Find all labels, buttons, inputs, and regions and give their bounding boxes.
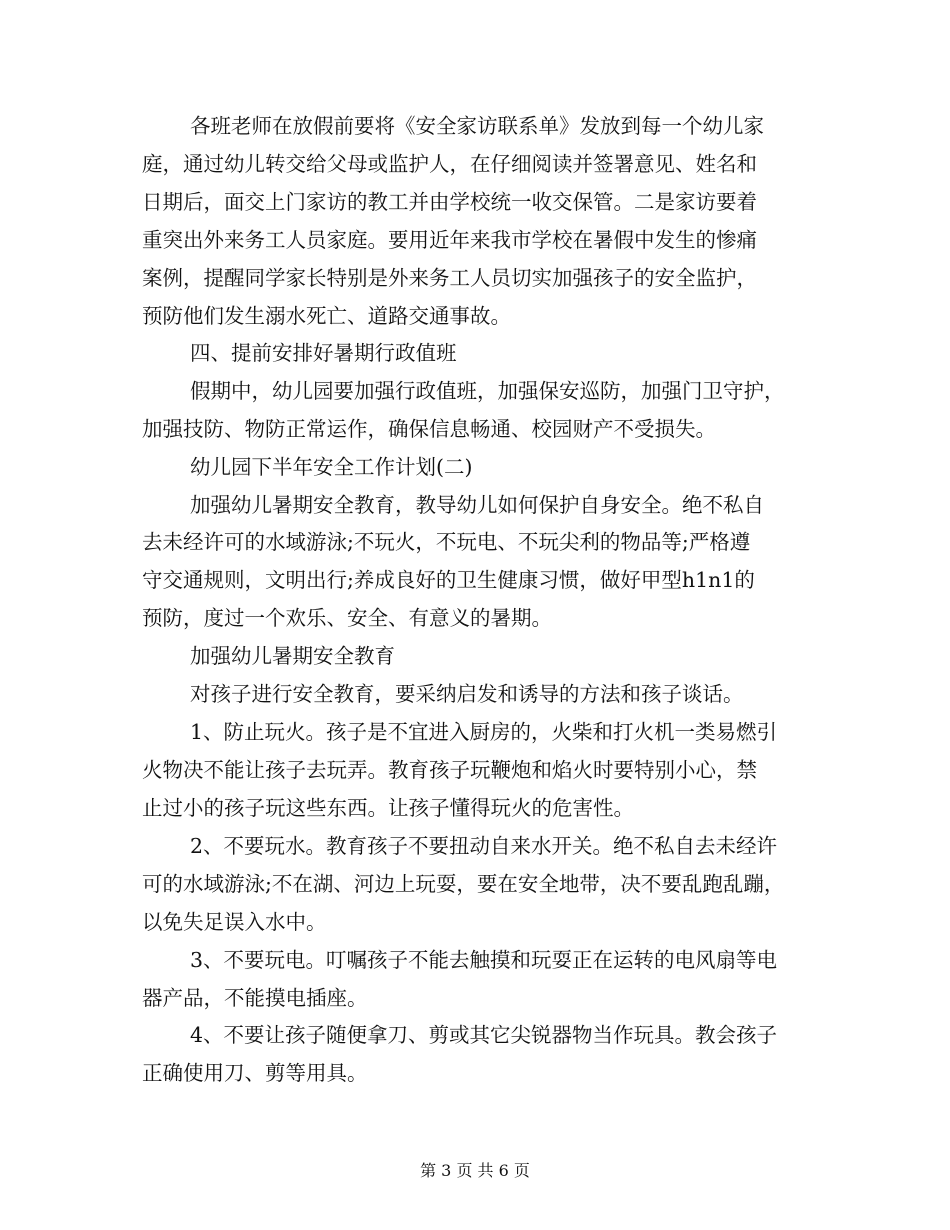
body-line: 日期后，面交上门家访的教工并由学校统一收交保管。二是家访要着: [142, 190, 757, 214]
section-heading: 幼儿园下半年安全工作计划(二): [190, 455, 473, 479]
body-line: 3、不要玩电。叮嘱孩子不能去触摸和玩耍正在运转的电风扇等电: [190, 948, 778, 972]
body-line: 4、不要让孩子随便拿刀、剪或其它尖锐器物当作玩具。教会孩子: [190, 1023, 778, 1047]
body-line: 守交通规则，文明出行;养成良好的卫生健康习惯，做好甲型h1n1的: [142, 568, 755, 592]
body-line: 器产品，不能摸电插座。: [142, 986, 368, 1010]
body-line: 可的水域游泳;不在湖、河边上玩耍，要在安全地带，决不要乱跑乱蹦，: [142, 872, 785, 896]
body-line: 正确使用刀、剪等用具。: [142, 1061, 368, 1085]
page-footer: 第 3 页 共 6 页: [420, 1161, 530, 1180]
body-line: 加强技防、物防正常运作，确保信息畅通、校园财产不受损失。: [142, 417, 716, 441]
body-line: 以免失足误入水中。: [142, 910, 327, 934]
body-line: 2、不要玩水。教育孩子不要扭动自来水开关。绝不私自去未经许: [190, 834, 778, 858]
body-line: 假期中，幼儿园要加强行政值班，加强保安巡防，加强门卫守护，: [190, 379, 785, 403]
body-line: 各班老师在放假前要将《安全家访联系单》发放到每一个幼儿家: [190, 114, 764, 138]
section-heading: 加强幼儿暑期安全教育: [190, 644, 395, 668]
section-heading: 四、提前安排好暑期行政值班: [190, 341, 457, 365]
body-line: 对孩子进行安全教育，要采纳启发和诱导的方法和孩子谈话。: [190, 682, 744, 706]
body-line: 预防他们发生溺水死亡、道路交通事故。: [142, 304, 511, 328]
body-line: 1、防止玩火。孩子是不宜进入厨房的，火柴和打火机一类易燃引: [190, 720, 778, 744]
body-line: 重突出外来务工人员家庭。要用近年来我市学校在暑假中发生的惨痛: [142, 228, 757, 252]
body-line: 庭，通过幼儿转交给父母或监护人，在仔细阅读并签署意见、姓名和: [142, 152, 757, 176]
body-line: 去未经许可的水域游泳;不玩火，不玩电、不玩尖利的物品等;严格遵: [142, 530, 751, 554]
body-line: 预防，度过一个欢乐、安全、有意义的暑期。: [142, 606, 552, 630]
body-line: 案例，提醒同学家长特别是外来务工人员切实加强孩子的安全监护，: [142, 266, 757, 290]
body-line: 加强幼儿暑期安全教育，教导幼儿如何保护自身安全。绝不私自: [190, 493, 764, 517]
body-line: 止过小的孩子玩这些东西。让孩子懂得玩火的危害性。: [142, 796, 634, 820]
body-line: 火物决不能让孩子去玩弄。教育孩子玩鞭炮和焰火时要特别小心，禁: [142, 758, 757, 782]
